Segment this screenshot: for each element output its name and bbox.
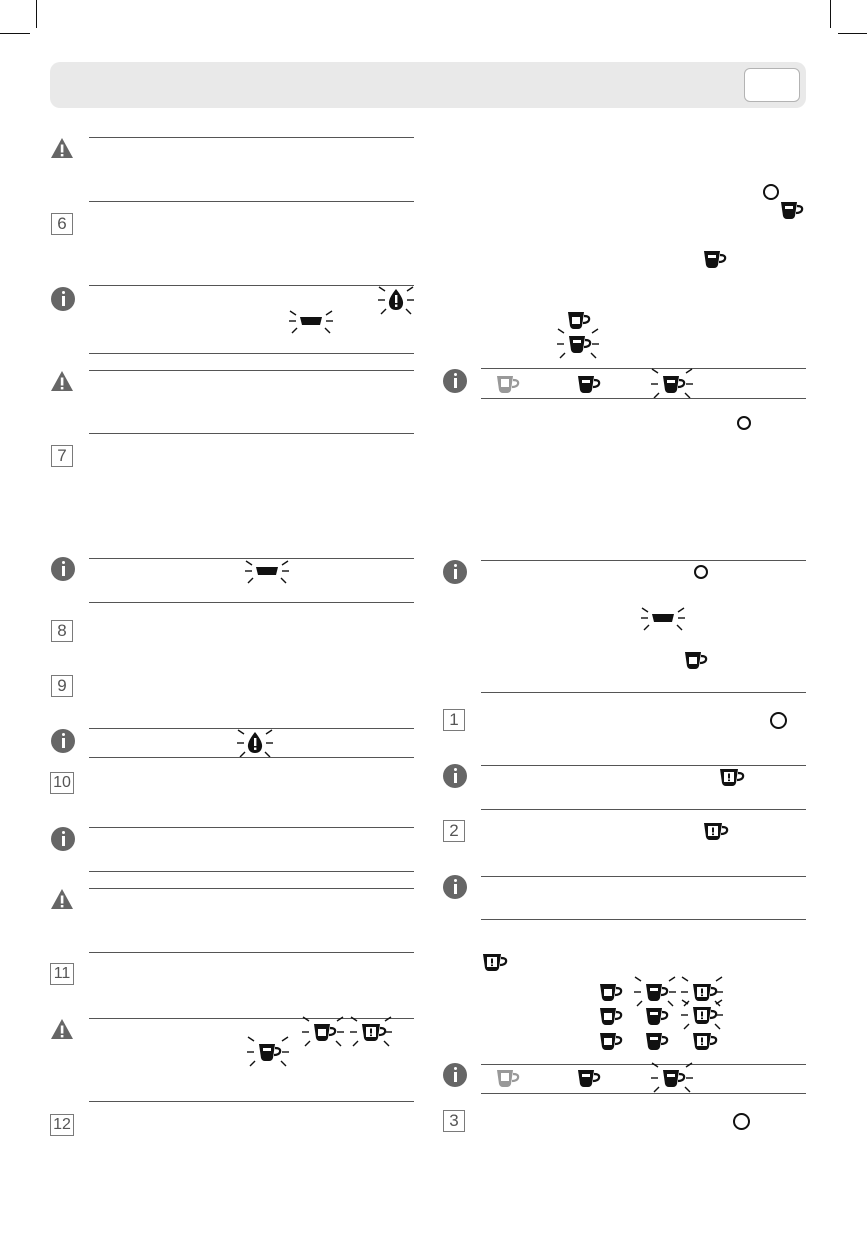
- drip-tray-icon: [256, 567, 280, 577]
- divider: [89, 728, 414, 729]
- crop-mark-top-right: [838, 33, 867, 34]
- divider: [89, 1101, 414, 1102]
- power-circle-icon: [737, 416, 751, 430]
- drip-tray-icon: [652, 614, 676, 624]
- info-icon: [51, 827, 75, 851]
- descale-cup-blinking-icon: [692, 1006, 718, 1026]
- divider: [89, 433, 414, 434]
- divider: [89, 201, 414, 202]
- step-number-6: 6: [51, 213, 73, 235]
- divider: [89, 888, 414, 889]
- cup-full-icon: [645, 1032, 669, 1052]
- warning-icon: [50, 1018, 74, 1040]
- cup-full-blinking-icon: [662, 375, 686, 395]
- cup-icon: [599, 983, 623, 1003]
- divider: [481, 1093, 806, 1094]
- divider: [481, 398, 806, 399]
- step-number-1: 1: [443, 709, 465, 731]
- step-number-9: 9: [51, 675, 73, 697]
- divider: [481, 919, 806, 920]
- cup-icon: [684, 651, 708, 671]
- divider: [481, 876, 806, 877]
- cup-full-blinking-icon: [662, 1069, 686, 1089]
- step-number-8: 8: [51, 620, 73, 642]
- cup-full-icon: [703, 250, 727, 270]
- divider: [481, 765, 806, 766]
- section-header-bar: [50, 62, 806, 108]
- cup-grey-icon: [496, 1069, 520, 1089]
- info-icon: [443, 1063, 467, 1087]
- page-number-box: [744, 68, 800, 102]
- water-drop-alert-icon: [247, 732, 267, 756]
- cup-full-blinking-icon: [258, 1043, 282, 1063]
- warning-icon: [50, 888, 74, 910]
- cup-blinking-icon: [313, 1023, 337, 1043]
- crop-mark-top-left: [0, 33, 30, 34]
- step-number-7: 7: [51, 445, 73, 467]
- crop-mark-top-right-v: [830, 0, 831, 28]
- divider: [89, 827, 414, 828]
- water-drop-alert-icon: [388, 289, 408, 313]
- power-circle-icon: [733, 1113, 750, 1130]
- cup-full-icon: [780, 201, 804, 221]
- cup-grey-icon: [496, 375, 520, 395]
- info-icon: [443, 369, 467, 393]
- divider: [89, 370, 414, 371]
- descale-cup-icon: [703, 822, 729, 842]
- drip-tray-icon: [300, 317, 324, 327]
- divider: [481, 1064, 806, 1065]
- descale-cup-blinking-icon: [692, 983, 718, 1003]
- divider: [89, 558, 414, 559]
- power-circle-icon: [763, 184, 779, 200]
- divider: [481, 560, 806, 561]
- descale-cup-icon: [692, 1032, 718, 1052]
- cup-full-icon: [577, 1069, 601, 1089]
- info-icon: [51, 557, 75, 581]
- divider: [89, 1018, 414, 1019]
- divider: [89, 952, 414, 953]
- descale-cup-icon: [719, 768, 745, 788]
- cup-icon: [599, 1032, 623, 1052]
- divider: [89, 285, 414, 286]
- cup-icon: [567, 311, 591, 331]
- divider: [89, 353, 414, 354]
- divider: [481, 368, 806, 369]
- divider: [89, 757, 414, 758]
- divider: [89, 871, 414, 872]
- power-circle-icon: [694, 565, 708, 579]
- cup-full-blinking-icon: [568, 335, 592, 355]
- crop-mark-top-left-v: [36, 0, 37, 28]
- step-number-11: 11: [50, 963, 74, 985]
- step-number-3: 3: [443, 1110, 465, 1132]
- warning-icon: [50, 370, 74, 392]
- descale-cup-blinking-icon: [361, 1023, 387, 1043]
- cup-full-blinking-icon: [645, 983, 669, 1003]
- cup-full-icon: [645, 1007, 669, 1027]
- power-circle-icon: [770, 712, 787, 729]
- info-icon: [443, 560, 467, 584]
- cup-full-icon: [577, 375, 601, 395]
- info-icon: [443, 764, 467, 788]
- descale-cup-icon: [482, 953, 508, 973]
- info-icon: [51, 287, 75, 311]
- warning-icon: [50, 137, 74, 159]
- divider: [481, 809, 806, 810]
- cup-icon: [599, 1007, 623, 1027]
- divider: [481, 692, 806, 693]
- step-number-10: 10: [50, 772, 74, 794]
- divider: [89, 137, 414, 138]
- step-number-2: 2: [443, 820, 465, 842]
- info-icon: [443, 875, 467, 899]
- divider: [89, 602, 414, 603]
- step-number-12: 12: [50, 1114, 74, 1136]
- info-icon: [51, 729, 75, 753]
